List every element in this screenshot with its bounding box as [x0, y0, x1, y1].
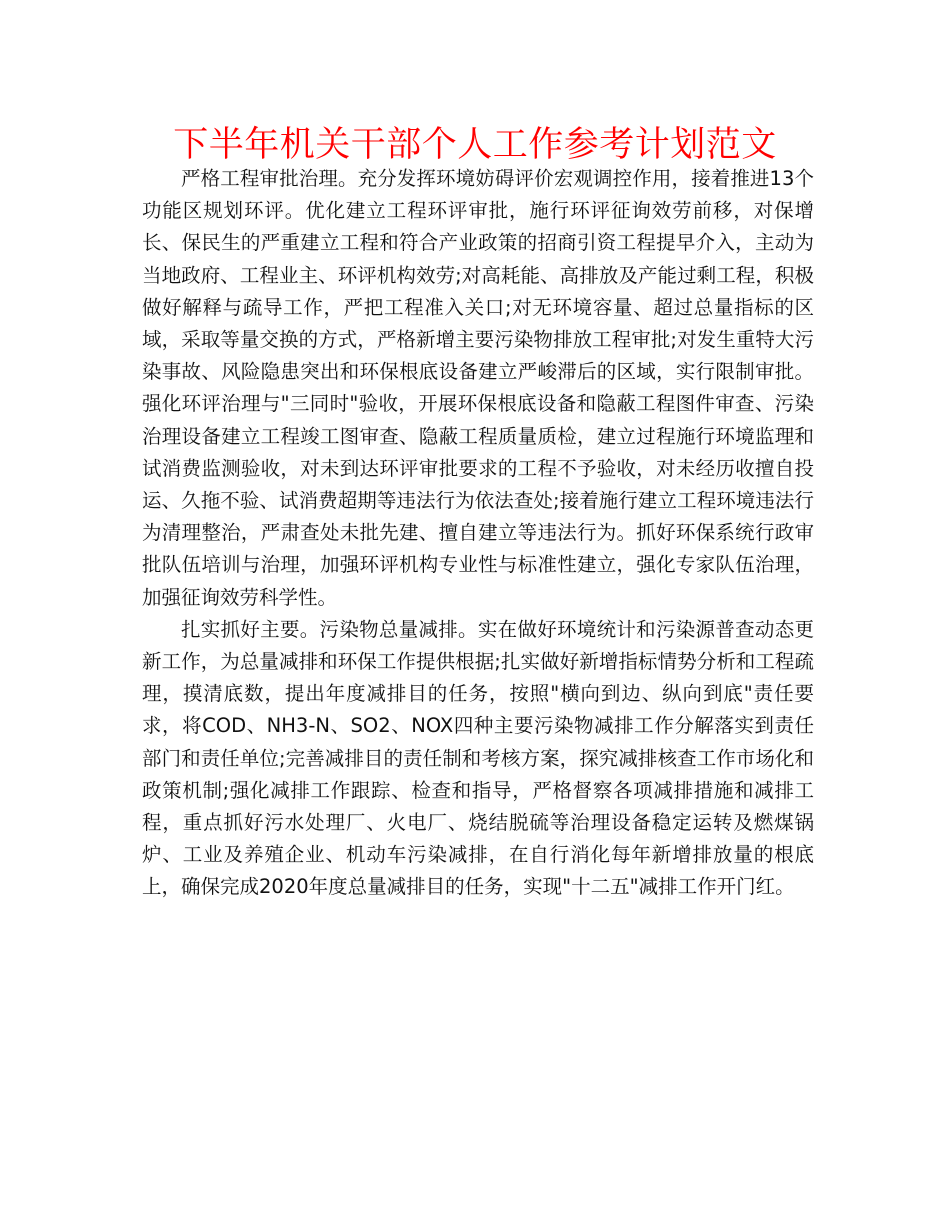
- paragraph-emission-reduction: 扎实抓好主要。污染物总量减排。实在做好环境统计和污染源普查动态更新工作，为总量减排和环保工作提供根据;扎实做好新增指标情势分析和工程疏理，摸清底数，提出年度减排目的任务，按照"横向到边、纵向到底"责任要求，将COD、NH3-N、SO2、NOX四种主要污染物减排工作分解落实到责任部门和责任单位;完善减排目的责任制和考核方案，探究减排核查工作市场化和政策机制;强化减排工作跟踪、检查和指导，严格督察各项减排措施和减排工程，重点抓好污水处理厂、火电厂、烧结脱硫等治理设备稳定运转及燃煤锅炉、工业及养殖企业、机动车污染减排，在自行消化每年新增排放量的根底上，确保完成2020年度总量减排目的任务，实现"十二五"减排工作开门红。: [142, 617, 814, 899]
- paragraph-project-approval: 严格工程审批治理。充分发挥环境妨碍评价宏观调控作用，接着推进13个功能区规划环评。优化建立工程环评审批，施行环评征询效劳前移，对保增长、保民生的严重建立工程和符合产业政策的招商引资工程提早介入，主动为当地政府、工程业主、环评机构效劳;对高耗能、高排放及产能过剩工程，积极做好解释与疏导工作，严把工程准入关口;对无环境容量、超过总量指标的区域，采取等量交换的方式，严格新增主要污染物排放工程审批;对发生重特大污染事故、风险隐患突出和环保根底设备建立严峻滞后的区域，实行限制审批。强化环评治理与"三同时"验收，开展环保根底设备和隐蔽工程图件审查、污染治理设备建立工程竣工图审查、隐蔽工程质量质检，建立过程施行环境监理和试消费监测验收，对未到达环评审批要求的工程不予验收，对未经历收擅自投运、久拖不验、试消费超期等违法行为依法查处;接着施行建立工程环境违法行为清理整治，严肃查处未批先建、擅自建立等违法行为。抓好环保系统行政审批队伍培训与治理，加强环评机构专业性与标准性建立，强化专家队伍治理，加强征询效劳科学性。: [142, 167, 814, 609]
- document-title: 下半年机关干部个人工作参考计划范文: [173, 125, 777, 165]
- document-body: [142, 163, 814, 904]
